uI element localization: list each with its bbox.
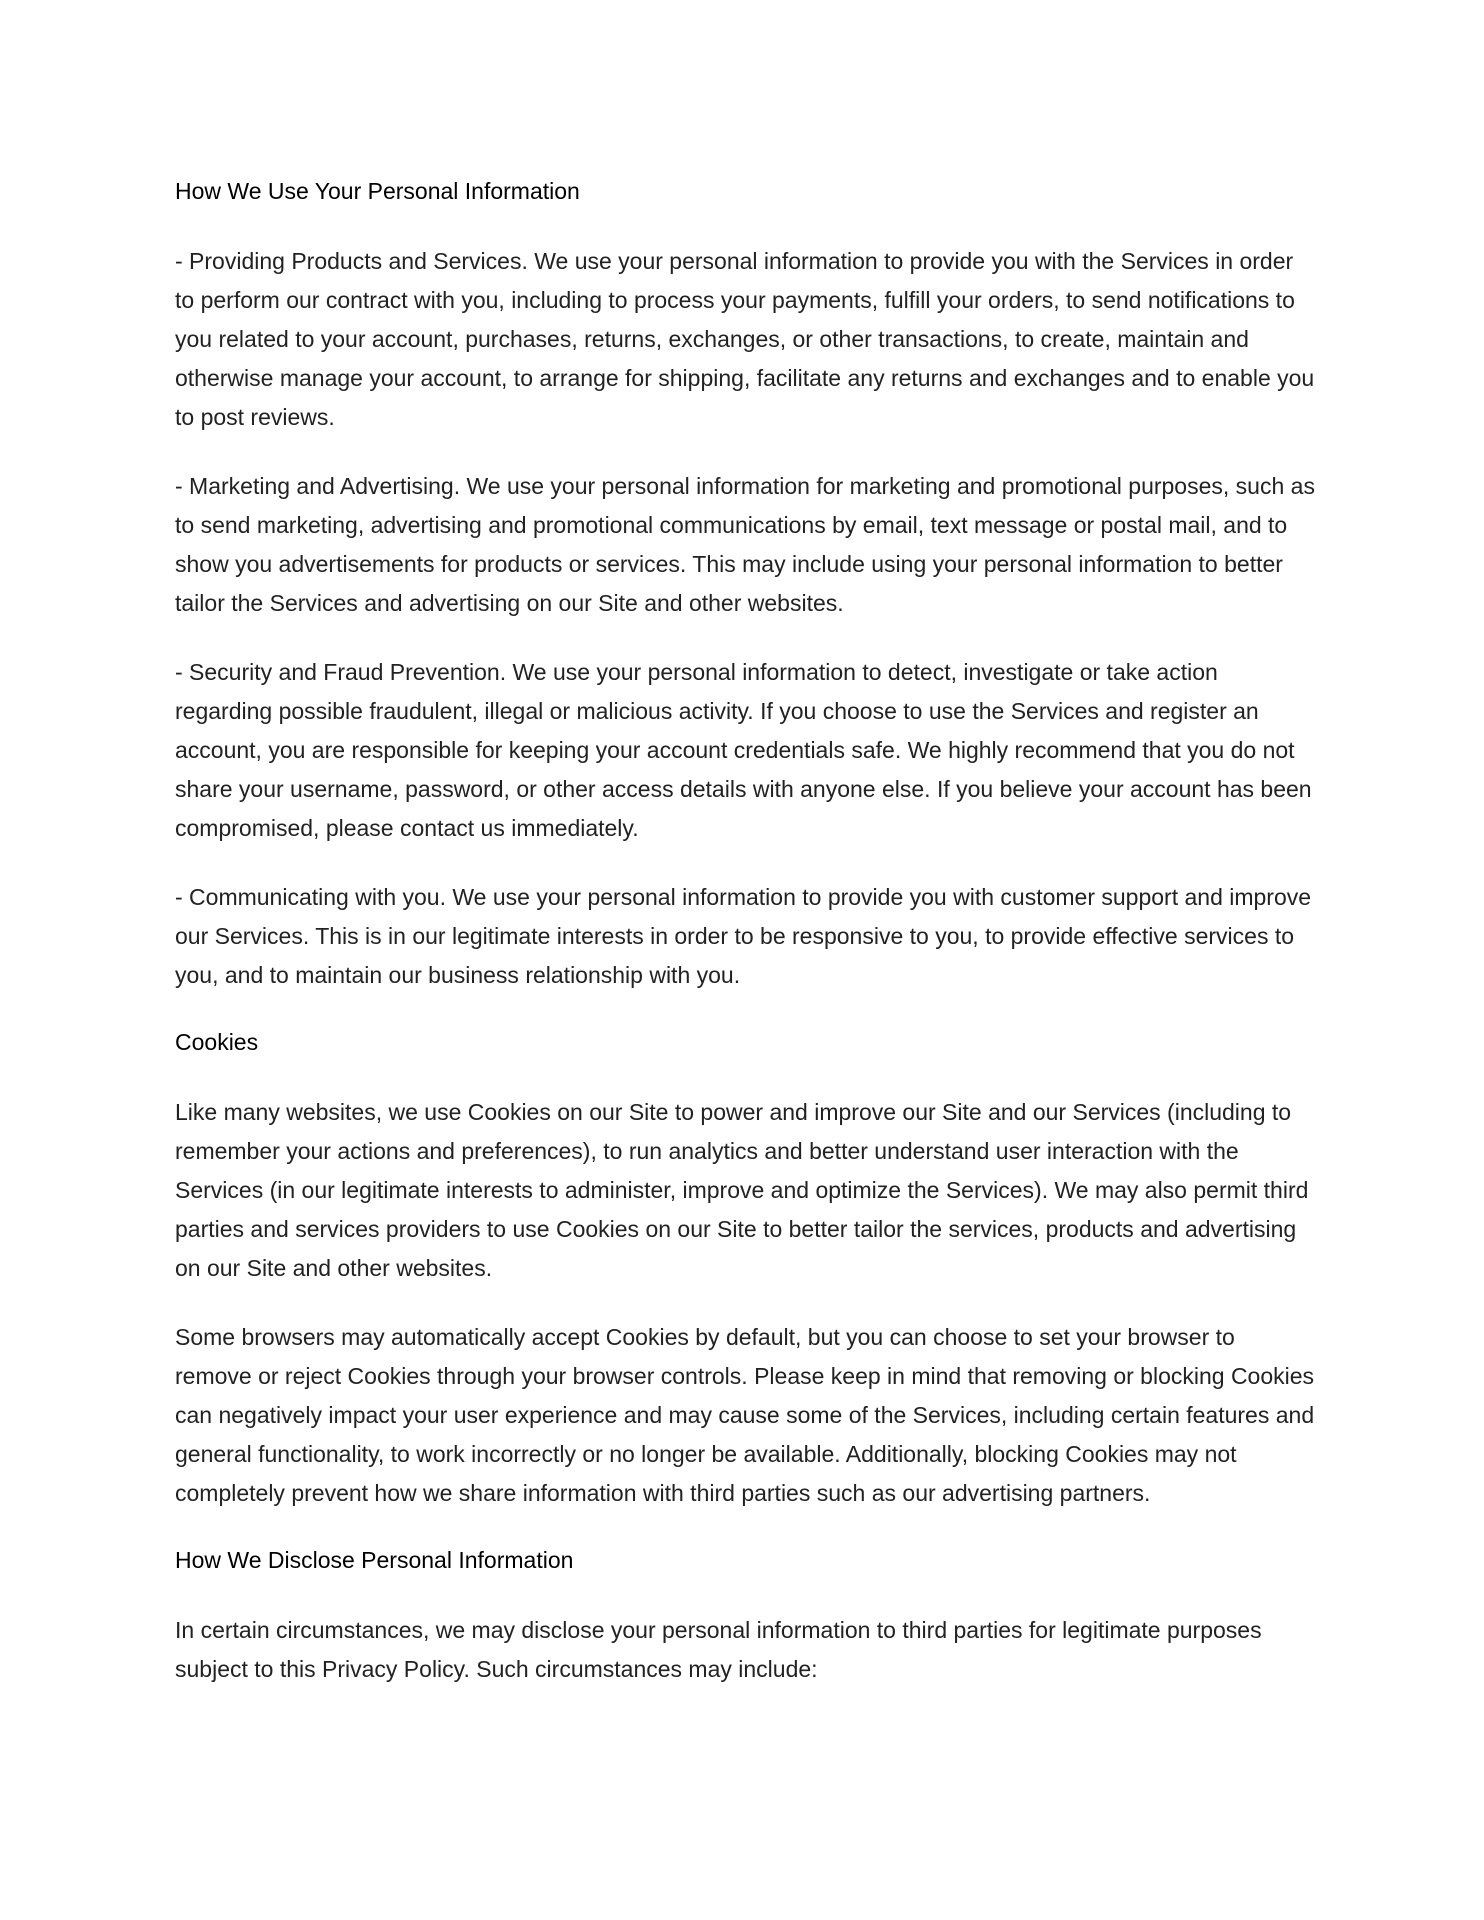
section-heading-use: How We Use Your Personal Information: [175, 178, 580, 204]
document-body: [175, 174, 1315, 1719]
paragraph-cookies-usage: Like many websites, we use Cookies on our Site to power and improve our Site and our Services (including to remember your actions and preferences), to run analytics and better understand user interaction with the Services (in our legitimate interests to administer, improve and optimize the Services). We may also permit third parties and services providers to use Cookies on our Site to better tailor the services, products and advertising on our Site and other websites.: [175, 1099, 1309, 1281]
section-heading-disclose: How We Disclose Personal Information: [175, 1547, 574, 1573]
paragraph-marketing: - Marketing and Advertising. We use your personal information for marketing and promotional purposes, such as to send marketing, advertising and promotional communications by email, text message or postal mail, and to show you advertisements for products or services. This may include using your personal information to better tailor the Services and advertising on our Site and other websites.: [175, 473, 1315, 616]
paragraph-security: - Security and Fraud Prevention. We use your personal information to detect, investigate or take action regarding possible fraudulent, illegal or malicious activity. If you choose to use the Services and register an account, you are responsible for keeping your account credentials safe. We highly recommend that you do not share your username, password, or other access details with anyone else. If you believe your account has been compromised, please contact us immediately.: [175, 659, 1312, 841]
paragraph-communicating: - Communicating with you. We use your personal information to provide you with customer support and improve our Services. This is in our legitimate interests in order to be responsive to you, to provide effective services to you, and to maintain our business relationship with you.: [175, 884, 1312, 988]
section-heading-cookies: Cookies: [175, 1029, 259, 1055]
paragraph-providing-products: - Providing Products and Services. We use your personal information to provide you with the Services in order to perform our contract with you, including to process your payments, fulfill your orders, to send notifications to you related to your account, purchases, returns, exchanges, or other transactions, to create, maintain and otherwise manage your account, to arrange for shipping, facilitate any returns and exchanges and to enable you to post reviews.: [175, 248, 1315, 430]
paragraph-disclose: In certain circumstances, we may disclose your personal information to third parties for legitimate purposes subject to this Privacy Policy. Such circumstances may include:: [175, 1617, 1262, 1682]
paragraph-cookies-browsers: Some browsers may automatically accept Cookies by default, but you can choose to set your browser to remove or reject Cookies through your browser controls. Please keep in mind that removing or blocking Cookies can negatively impact your user experience and may cause some of the Services, including certain features and general functionality, to work incorrectly or no longer be available. Additionally, blocking Cookies may not completely prevent how we share information with third parties such as our advertising partners.: [175, 1324, 1315, 1506]
